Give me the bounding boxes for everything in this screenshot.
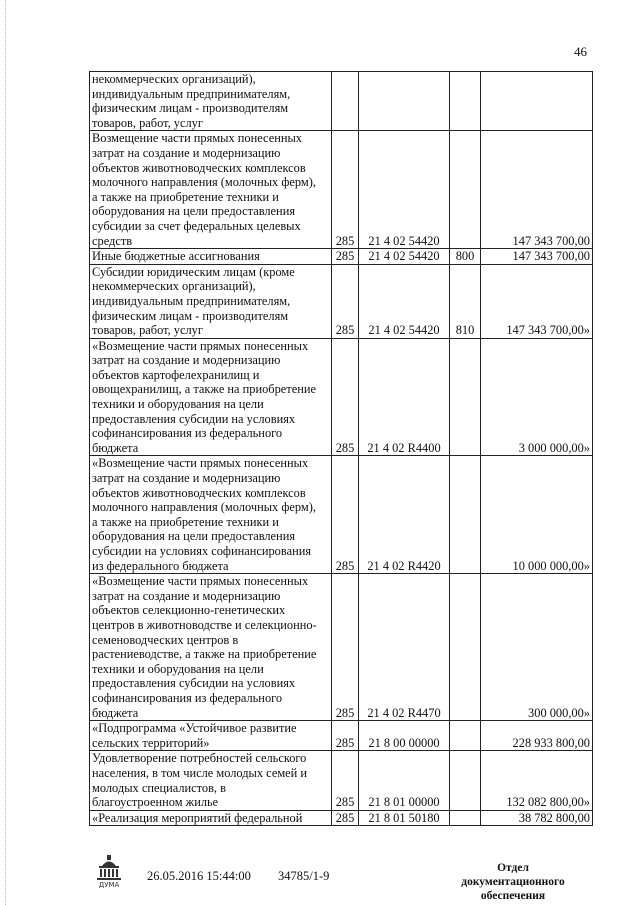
row-target-code-text: 21 4 02 R4400 (367, 440, 441, 455)
footer-department-line2: обеспечения (480, 890, 546, 902)
row-description-text: «Возмещение части прямых понесенных затрат на создание и модернизацию объектов картофелехранилищ и овощехранилищ, а также на приобретение техники и оборудования на цели предоставления субсидии на условиях софинансирования из федерального бюджета (92, 338, 316, 455)
row-target-code-text: 21 8 01 00000 (368, 795, 440, 810)
row-expense-type-text: 800 (455, 249, 475, 264)
row-amount-text: 228 933 800,00 (512, 735, 590, 750)
row-description (90, 131, 332, 249)
row-amount (481, 456, 593, 574)
row-expense-type (450, 721, 481, 751)
row-description-text: «Подпрограмма «Устойчивое развитие сельских территорий» (92, 721, 297, 750)
row-expense-type (450, 264, 481, 338)
row-description (90, 456, 332, 574)
row-expense-type (450, 810, 481, 826)
row-amount-text: 132 082 800,00» (506, 795, 590, 810)
row-target-code (359, 338, 450, 456)
row-target-code (359, 264, 450, 338)
row-admin-code-text: 285 (335, 810, 355, 825)
row-admin-code (332, 338, 359, 456)
row-expense-type (450, 72, 481, 131)
row-admin-code (332, 751, 359, 810)
row-admin-code (332, 249, 359, 265)
row-admin-code-text: 285 (335, 558, 355, 573)
row-amount-text: 147 343 700,00 (512, 233, 590, 248)
row-target-code-text: 21 4 02 R4420 (367, 558, 441, 573)
row-target-code (359, 810, 450, 826)
row-amount (481, 751, 593, 810)
footer-date: 26.05.2016 15:44:00 (147, 869, 251, 883)
footer-department-line1: Отдел документационного (461, 862, 565, 888)
table-row (90, 810, 593, 826)
row-target-code (359, 249, 450, 265)
table-row (90, 131, 593, 249)
row-admin-code (332, 131, 359, 249)
row-target-code-text: 21 8 00 00000 (368, 735, 440, 750)
row-target-code (359, 131, 450, 249)
footer-department (448, 861, 578, 903)
row-amount-text: 147 343 700,00 (512, 249, 590, 264)
row-admin-code (332, 574, 359, 721)
row-description (90, 574, 332, 721)
row-amount (481, 264, 593, 338)
row-expense-type (450, 751, 481, 810)
row-admin-code-text: 285 (335, 795, 355, 810)
row-amount (481, 72, 593, 131)
row-amount-text: 10 000 000,00» (512, 558, 590, 573)
row-description (90, 264, 332, 338)
row-admin-code-text: 285 (335, 233, 355, 248)
duma-building-icon (95, 854, 123, 888)
footer-doc-number: 34785/1-9 (278, 869, 330, 883)
logo-text: ДУМА (98, 881, 120, 888)
budget-table-body (90, 72, 593, 826)
row-amount-text: 3 000 000,00» (518, 440, 590, 455)
row-admin-code-text: 285 (335, 735, 355, 750)
row-description (90, 751, 332, 810)
table-row (90, 456, 593, 574)
row-description-text: Иные бюджетные ассигнования (92, 249, 260, 264)
row-description-text: Субсидии юридическим лицам (кроме некоммерческих организаций), индивидуальным предпринимателям, физическим лицам - производителям товаров, работ, услуг (92, 264, 295, 338)
row-description-text: «Возмещение части прямых понесенных затрат на создание и модернизацию объектов животноводческих комплексов молочного направления (молочных ферм), а также на приобретение техники и оборудования на цели предоставления субсидии на условиях софинансирования из федерального бюджета (92, 456, 316, 573)
scan-edge (5, 0, 7, 905)
row-admin-code-text: 285 (335, 323, 355, 338)
row-admin-code (332, 264, 359, 338)
row-amount (481, 574, 593, 721)
row-description (90, 72, 332, 131)
row-target-code (359, 72, 450, 131)
row-expense-type (450, 338, 481, 456)
row-admin-code (332, 456, 359, 574)
page-number: 46 (574, 44, 587, 59)
row-description (90, 721, 332, 751)
row-amount-text: 147 343 700,00» (506, 323, 590, 338)
row-target-code-text: 21 4 02 54420 (368, 233, 440, 248)
table-row (90, 721, 593, 751)
row-admin-code-text: 285 (335, 249, 355, 264)
row-description-text: некоммерческих организаций), индивидуальным предпринимателям, физическим лицам - производителям товаров, работ, услуг (92, 72, 291, 130)
row-amount (481, 721, 593, 751)
row-amount-text: 38 782 800,00 (518, 810, 590, 825)
row-target-code (359, 751, 450, 810)
row-admin-code (332, 721, 359, 751)
table-row (90, 574, 593, 721)
row-target-code (359, 456, 450, 574)
row-amount (481, 338, 593, 456)
row-description-text: Возмещение части прямых понесенных затрат на создание и модернизацию объектов животноводческих комплексов молочного направления (молочных ферм), а также на приобретение техники и оборудования на цели предоставления субсидии за счет федеральных целевых средств (92, 131, 316, 248)
row-target-code-text: 21 4 02 R4470 (367, 705, 441, 720)
row-admin-code (332, 72, 359, 131)
row-description (90, 810, 332, 826)
row-target-code-text: 21 8 01 50180 (368, 810, 440, 825)
row-admin-code (332, 810, 359, 826)
row-target-code-text: 21 4 02 54420 (368, 323, 440, 338)
table-row (90, 264, 593, 338)
row-amount-text: 300 000,00» (528, 705, 590, 720)
table-row (90, 338, 593, 456)
row-admin-code-text: 285 (335, 705, 355, 720)
row-amount (481, 249, 593, 265)
row-amount (481, 810, 593, 826)
row-expense-type-text: 810 (455, 323, 475, 338)
row-description-text: Удовлетворение потребностей сельского населения, в том числе молодых семей и молодых специалистов, в благоустроенном жилье (92, 751, 308, 810)
table-row (90, 249, 593, 265)
row-description (90, 338, 332, 456)
budget-table (89, 71, 593, 826)
row-target-code (359, 721, 450, 751)
row-description-text: «Реализация мероприятий федеральной (92, 810, 303, 825)
row-description-text: «Возмещение части прямых понесенных затрат на создание и модернизацию объектов селекционно-генетических центров в животноводстве и селекционно- семеноводческих центров в растениеводстве, а также на приобретение техники и оборудования на цели предоставления субсидии на условиях софинансирования из федерального бюджета (92, 574, 317, 720)
row-expense-type (450, 456, 481, 574)
row-target-code (359, 574, 450, 721)
row-expense-type (450, 574, 481, 721)
table-row (90, 751, 593, 810)
row-expense-type (450, 131, 481, 249)
row-description (90, 249, 332, 265)
row-expense-type (450, 249, 481, 265)
table-row (90, 72, 593, 131)
row-target-code-text: 21 4 02 54420 (368, 249, 440, 264)
row-amount (481, 131, 593, 249)
row-admin-code-text: 285 (335, 440, 355, 455)
